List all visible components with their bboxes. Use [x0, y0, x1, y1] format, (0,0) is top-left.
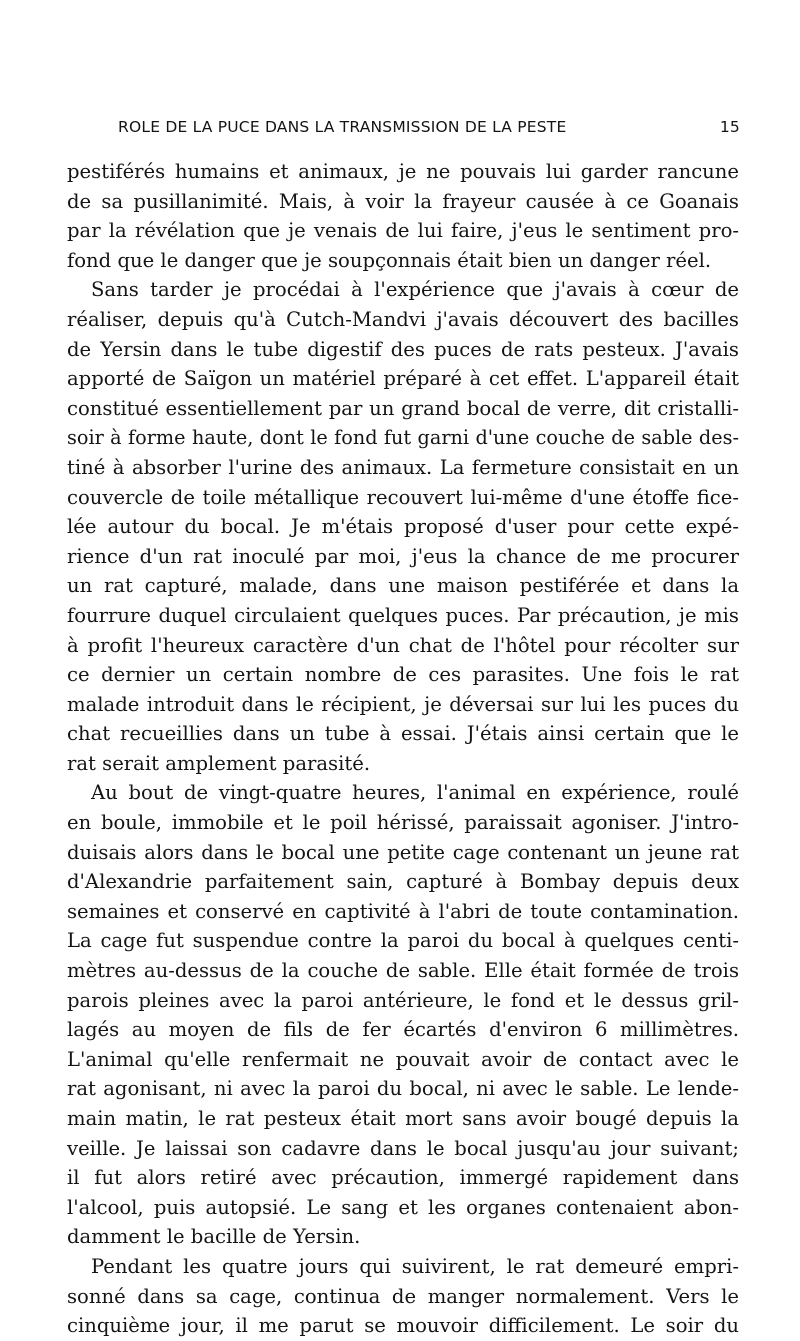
body-text — [67, 157, 739, 1341]
text-line: semaines et conservé en captivité à l'abri de toute contamination. — [67, 899, 739, 923]
text-line: lée autour du bocal. Je m'étais proposé d'user pour cette expé- — [67, 515, 739, 539]
text-line: Sans tarder je procédai à l'expérience que j'avais à cœur de — [91, 278, 739, 302]
text-line: de Yersin dans le tube digestif des puces de rats pesteux. J'avais — [67, 337, 739, 361]
text-line: ce dernier un certain nombre de ces parasites. Une fois le rat — [67, 663, 739, 687]
text-line: en boule, immobile et le poil hérissé, paraissait agoniser. J'intro- — [67, 811, 739, 835]
text-line: damment le bacille de Yersin. — [67, 1225, 361, 1249]
text-line: sonné dans sa cage, continua de manger normalement. Vers le — [67, 1284, 739, 1308]
text-line: constitué essentiellement par un grand bocal de verre, dit cristalli- — [67, 396, 739, 420]
text-line: cinquième jour, il me parut se mouvoir difficilement. Le soir du — [67, 1314, 739, 1338]
paragraph — [67, 157, 739, 275]
text-line: soir à forme haute, dont le fond fut garni d'une couche de sable des- — [67, 426, 739, 450]
text-line: tiné à absorber l'urine des animaux. La fermeture consistait en un — [67, 455, 739, 479]
paragraph — [67, 275, 739, 778]
text-line: parois pleines avec la paroi antérieure, le fond et le dessus gril- — [67, 988, 739, 1012]
text-line: rat serait amplement parasité. — [67, 751, 371, 775]
text-line: duisais alors dans le bocal une petite cage contenant un jeune rat — [67, 840, 739, 864]
text-line: rience d'un rat inoculé par moi, j'eus la chance de me procurer — [67, 544, 739, 568]
text-line: pestiférés humains et animaux, je ne pouvais lui garder rancune — [67, 160, 739, 183]
text-line: l'alcool, puis autopsié. Le sang et les organes contenaient abon- — [67, 1195, 739, 1219]
text-line: il fut alors retiré avec précaution, immergé rapidement dans — [67, 1166, 739, 1190]
text-line: fond que le danger que je soupçonnais était bien un danger réel. — [67, 248, 712, 272]
text-line: réaliser, depuis qu'à Cutch-Mandvi j'avais découvert des bacilles — [67, 307, 739, 331]
text-line: couvercle de toile métallique recouvert lui-même d'une étoffe fice- — [67, 485, 739, 509]
text-line: chat recueillies dans un tube à essai. J'étais ainsi certain que le — [67, 722, 739, 746]
text-line: La cage fut suspendue contre la paroi du bocal à quelques centi- — [67, 929, 739, 953]
text-line: par la révélation que je venais de lui faire, j'eus le sentiment pro- — [67, 219, 739, 243]
paragraph — [67, 778, 739, 1252]
text-line: Au bout de vingt-quatre heures, l'animal en expérience, roulé — [91, 781, 739, 805]
text-line: lagés au moyen de fils de fer écartés d'environ 6 millimètres. — [67, 1018, 739, 1042]
paragraph — [67, 1252, 739, 1341]
text-line: L'animal qu'elle renfermait ne pouvait avoir de contact avec le — [67, 1047, 739, 1071]
running-head — [118, 118, 740, 144]
text-line: un rat capturé, malade, dans une maison pestiférée et dans la — [67, 574, 739, 598]
page-number: 15 — [719, 118, 740, 136]
text-line: Pendant les quatre jours qui suivirent, le rat demeuré empri- — [91, 1254, 739, 1278]
text-line: rat agonisant, ni avec la paroi du bocal, ni avec le sable. Le lende- — [67, 1077, 739, 1101]
running-title: ROLE DE LA PUCE DANS LA TRANSMISSION DE LA PESTE — [118, 118, 567, 136]
text-line: main matin, le rat pesteux était mort sans avoir bougé depuis la — [67, 1107, 739, 1130]
text-line: fourrure duquel circulaient quelques puces. Par précaution, je mis — [67, 603, 739, 627]
text-line: apporté de Saïgon un matériel préparé à cet effet. L'appareil était — [67, 367, 739, 391]
text-line: de sa pusillanimité. Mais, à voir la frayeur causée à ce Goanais — [67, 189, 739, 213]
text-line: malade introduit dans le récipient, je déversai sur lui les puces du — [67, 692, 739, 716]
text-line: d'Alexandrie parfaitement sain, capturé à Bombay depuis deux — [67, 870, 739, 894]
text-line: mètres au-dessus de la couche de sable. Elle était formée de trois — [67, 959, 739, 983]
text-line: veille. Je laissai son cadavre dans le bocal jusqu'au jour suivant; — [67, 1136, 739, 1160]
text-line: à profit l'heureux caractère d'un chat de l'hôtel pour récolter sur — [67, 633, 739, 657]
